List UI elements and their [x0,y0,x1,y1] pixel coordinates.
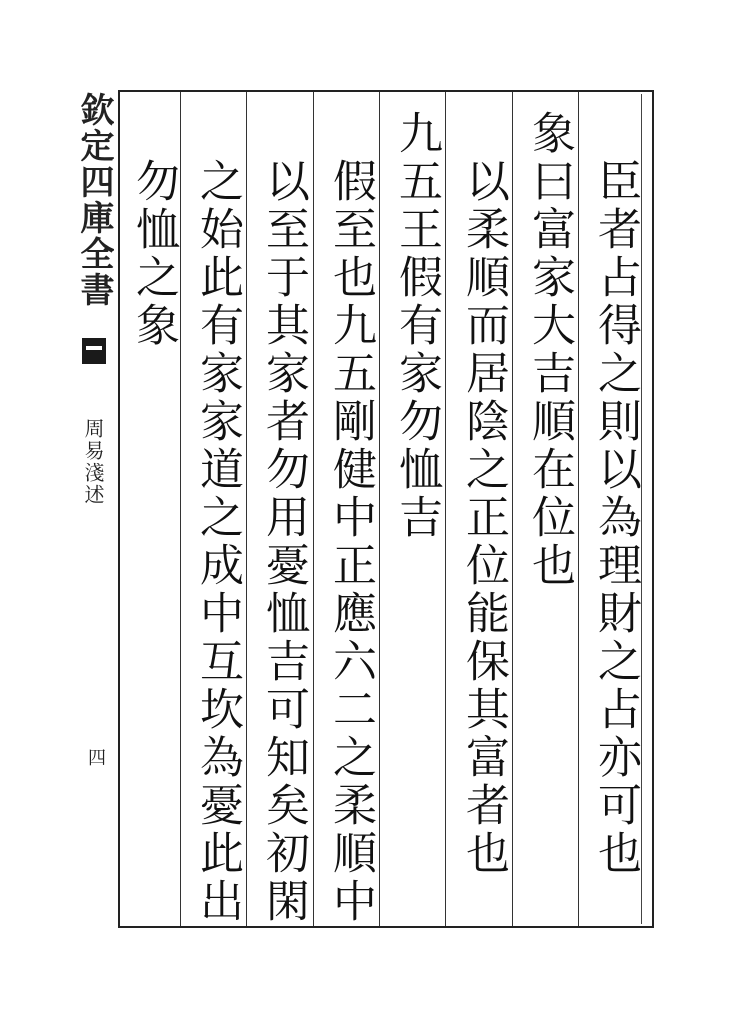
text-column-1: 臣者占得之則以為理財之占亦可也 [590,158,641,878]
text-column-2: 象曰富家大吉順在位也 [524,110,575,590]
margin-collection-title: 欽定四庫全書 [74,92,114,308]
text-column-8: 勿恤之象 [128,158,179,350]
column-rule [445,92,446,926]
column-rule [313,92,314,926]
margin-page-number: 四 [85,748,106,766]
column-rule [379,92,380,926]
text-column-7: 之始此有家家道之成中互坎為憂此出 [192,158,243,926]
fish-tail-mark-icon [82,338,106,364]
text-column-5: 假至也九五剛健中正應六二之柔順中 [325,158,376,926]
column-rule [246,92,247,926]
text-column-4: 九五王假有家勿恤吉 [391,110,442,542]
column-rule [578,92,579,926]
text-column-3: 以柔順而居陰之正位能保其富者也 [458,158,509,878]
margin-book-title: 周易淺述 [81,418,105,506]
column-rule [512,92,513,926]
text-column-6: 以至于其家者勿用憂恤吉可知矣初閑 [258,158,309,926]
